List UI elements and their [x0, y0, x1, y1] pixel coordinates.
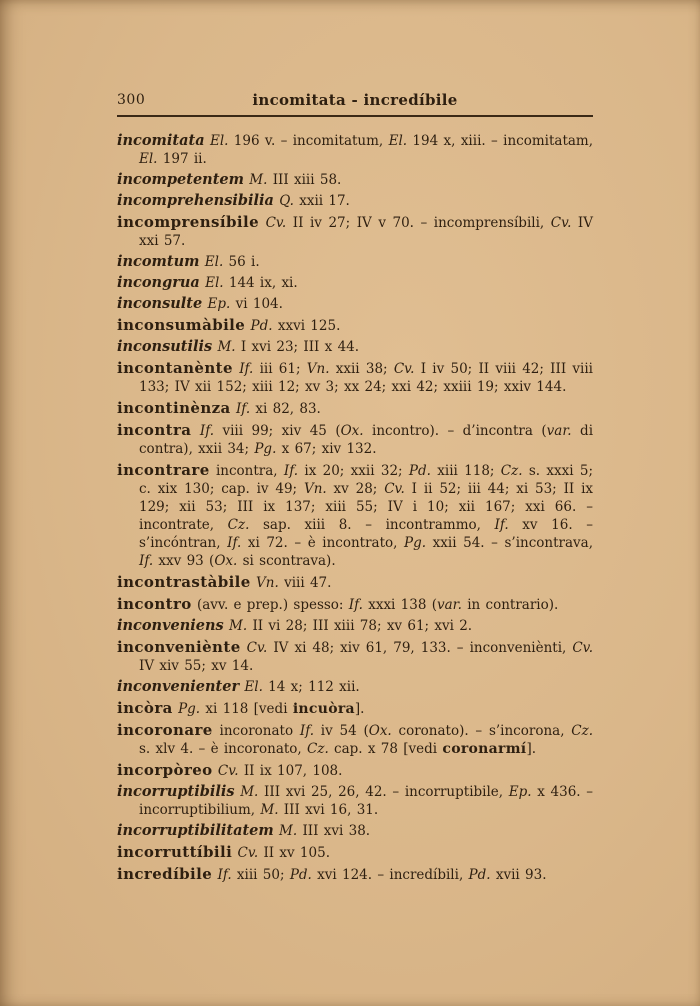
- work-abbreviation: Vn.: [306, 361, 330, 377]
- entry-text: xi 118 [vedi: [200, 701, 293, 717]
- headword: inconvenienter: [117, 678, 240, 695]
- entry-text: IV xxi 57.: [139, 215, 594, 249]
- entry-text: 56 i.: [223, 254, 260, 270]
- entry-text: (avv. e prep.) spesso:: [191, 597, 349, 613]
- entry-text: [191, 423, 199, 439]
- work-abbreviation: If.: [299, 723, 315, 739]
- entry: [117, 213, 593, 250]
- entry-text: xxxi 138 (: [362, 597, 437, 613]
- entry-text: vi 104.: [230, 296, 283, 312]
- entry-text: incuòra: [292, 701, 355, 717]
- work-abbreviation: If.: [239, 361, 254, 377]
- entry-text: xxii 17.: [293, 193, 350, 209]
- headword: incontrare: [117, 461, 210, 479]
- headword: incomprehensibilia: [117, 192, 274, 209]
- work-abbreviation: If.: [283, 463, 299, 479]
- entry-text: xi 82, 83.: [250, 401, 321, 417]
- entry-text: xvi 124. – incredíbili,: [311, 867, 469, 883]
- entry-text: viii 99; xiv 45 (: [214, 423, 341, 439]
- work-abbreviation: If.: [227, 535, 242, 551]
- headword: incorpòreo: [117, 761, 213, 779]
- headword: incorruptibilitatem: [117, 822, 274, 839]
- entry-text: II xv 105.: [258, 845, 330, 861]
- header-rule: [117, 115, 593, 117]
- entry-text: I iv 50; II viii 42; III viii 133; IV xii 152; xiii 12; xv 3; xx 24; xxi 42; xxiii 19; xxiv 144.: [139, 361, 593, 395]
- work-abbreviation: Pg.: [254, 441, 277, 457]
- headword: incontro: [117, 595, 192, 613]
- work-abbreviation: Vn.: [256, 575, 279, 591]
- entry-text: xiii 50;: [231, 867, 290, 883]
- entry-text: viii 47.: [278, 575, 332, 591]
- entry: [117, 399, 593, 418]
- entry-text: III xvi 25, 26, 42. – incorruptibile,: [258, 784, 509, 800]
- work-abbreviation: El.: [388, 133, 408, 149]
- work-abbreviation: Q.: [279, 193, 294, 209]
- headword: incontanènte: [117, 359, 233, 377]
- work-abbreviation: Cz.: [571, 723, 593, 739]
- entry-text: IV xiv 55; xv 14.: [139, 658, 254, 674]
- entry: [117, 783, 593, 819]
- entry-text: coronato). – s’incorona,: [391, 723, 572, 739]
- work-abbreviation: Ox.: [368, 723, 392, 739]
- headword: incòra: [117, 699, 173, 717]
- work-abbreviation: Pd.: [250, 318, 273, 334]
- work-abbreviation: If.: [199, 423, 215, 439]
- work-abbreviation: Pd.: [289, 867, 312, 883]
- entry-text: II iv 27; IV v 70. – incomprensíbili,: [286, 215, 551, 231]
- headword: incorruptibilis: [117, 783, 235, 800]
- entry-text: I xvi 23; III x 44.: [235, 339, 360, 355]
- work-abbreviation: M.: [279, 823, 298, 839]
- work-abbreviation: Pg.: [178, 701, 201, 717]
- page-content: [117, 90, 593, 887]
- work-abbreviation: Vn.: [303, 481, 327, 497]
- entry: [117, 595, 593, 614]
- entry: [117, 461, 593, 570]
- work-abbreviation: var.: [437, 597, 462, 613]
- work-abbreviation: Pg.: [404, 535, 427, 551]
- entry-text: di contra), xxii 34;: [139, 423, 594, 457]
- work-abbreviation: Cv.: [217, 763, 239, 779]
- work-abbreviation: Cv.: [265, 215, 287, 231]
- headword: inconsumàbile: [117, 316, 246, 334]
- headword: incomtum: [117, 253, 200, 270]
- entry: [117, 822, 593, 840]
- entry: [117, 573, 593, 592]
- entry-text: xxii 38;: [329, 361, 394, 377]
- entry: [117, 316, 593, 335]
- entry-text: ].: [526, 741, 536, 757]
- entry: [117, 253, 593, 271]
- page-header: [117, 90, 593, 112]
- work-abbreviation: var.: [546, 423, 572, 439]
- entry-text: x 67; xiv 132.: [276, 441, 377, 457]
- work-abbreviation: El.: [205, 275, 224, 291]
- entry-text: x 436. – incorruptibilium,: [139, 784, 594, 818]
- work-abbreviation: El.: [209, 133, 229, 149]
- running-title: incomitata - incredíbile: [252, 91, 458, 109]
- work-abbreviation: Cz.: [500, 463, 523, 479]
- work-abbreviation: El.: [244, 679, 263, 695]
- work-abbreviation: If.: [348, 597, 363, 613]
- entry-text: 197 ii.: [157, 151, 207, 167]
- work-abbreviation: Pd.: [468, 867, 491, 883]
- headword: incomitata: [117, 132, 205, 149]
- entry-text: 196 v. – incomitatum,: [228, 133, 389, 149]
- entry: [117, 678, 593, 696]
- headword: incontra: [117, 421, 192, 439]
- headword: inconveniènte: [117, 638, 241, 656]
- headword: incorruttíbili: [117, 843, 233, 861]
- work-abbreviation: Cz.: [227, 517, 250, 533]
- entry: [117, 617, 593, 635]
- work-abbreviation: Cv.: [384, 481, 405, 497]
- entry-text: xxii 54. – s’incontrava,: [426, 535, 593, 551]
- entry-text: xxvi 125.: [272, 318, 341, 334]
- entry-text: III xiii 58.: [267, 172, 342, 188]
- entry-text: incontro). – d’incontra (: [363, 423, 547, 439]
- entry: [117, 132, 593, 168]
- work-abbreviation: Ox.: [340, 423, 364, 439]
- work-abbreviation: M.: [217, 339, 236, 355]
- work-abbreviation: Cv.: [237, 845, 259, 861]
- entry-text: III xvi 16, 31.: [278, 802, 379, 818]
- entry: [117, 843, 593, 862]
- headword: inconsulte: [117, 295, 203, 312]
- entry-text: incoronato: [212, 723, 300, 739]
- entry-text: IV xi 48; xiv 61, 79, 133. – inconveniènti,: [267, 640, 573, 656]
- entry-text: I ii 52; iii 44; xi 53; II ix 129; xii 53; III ix 137; xiii 55; IV i 10; xii 167; xxi 66. – incontrate,: [139, 481, 593, 533]
- work-abbreviation: El.: [139, 151, 158, 167]
- entry: [117, 359, 593, 396]
- work-abbreviation: M.: [240, 784, 259, 800]
- work-abbreviation: M.: [260, 802, 279, 818]
- entry: [117, 699, 593, 718]
- work-abbreviation: If.: [139, 553, 154, 569]
- headword: inconsutilis: [117, 338, 213, 355]
- work-abbreviation: Cv.: [550, 215, 572, 231]
- entry-text: si scontrava).: [237, 553, 336, 569]
- entry-text: 144 ix, xi.: [223, 275, 298, 291]
- work-abbreviation: Ep.: [508, 784, 532, 800]
- entry-text: cap. x 78 [vedi: [328, 741, 443, 757]
- entry-text: in contrario).: [461, 597, 559, 613]
- entry-text: II ix 107, 108.: [238, 763, 343, 779]
- work-abbreviation: Ox.: [214, 553, 238, 569]
- entry-text: s. xxxi 5; c. xix 130; cap. iv 49;: [139, 463, 594, 497]
- entry: [117, 421, 593, 458]
- entry-text: 14 x; 112 xii.: [262, 679, 360, 695]
- entry-text: sap. xiii 8. – incontrammo,: [249, 517, 495, 533]
- entry-text: xv 28;: [326, 481, 385, 497]
- work-abbreviation: Cv.: [393, 361, 415, 377]
- headword: incongrua: [117, 274, 200, 291]
- entry: [117, 274, 593, 292]
- entry: [117, 638, 593, 675]
- entry-text: iii 61;: [253, 361, 307, 377]
- headword: incoronare: [117, 721, 213, 739]
- work-abbreviation: Pd.: [408, 463, 431, 479]
- entry-text: incontra,: [209, 463, 284, 479]
- entry-text: xv 16. – s’incóntran,: [139, 517, 593, 551]
- work-abbreviation: Cv.: [246, 640, 268, 656]
- entry: [117, 761, 593, 780]
- entry-text: III xvi 38.: [297, 823, 371, 839]
- entry: [117, 295, 593, 313]
- entry-text: ].: [354, 701, 365, 717]
- work-abbreviation: If.: [217, 867, 232, 883]
- work-abbreviation: M.: [249, 172, 268, 188]
- work-abbreviation: El.: [204, 254, 224, 270]
- work-abbreviation: Cv.: [572, 640, 593, 656]
- entry: [117, 338, 593, 356]
- entry: [117, 192, 593, 210]
- headword: incompetentem: [117, 171, 244, 188]
- entry-text: xi 72. – è incontrato,: [241, 535, 405, 551]
- headword: incontrastàbile: [117, 573, 251, 591]
- entries: [117, 132, 593, 884]
- headword: incontinènza: [117, 399, 231, 417]
- entry-text: 194 x, xiii. – incomitatam,: [407, 133, 594, 149]
- entry-text: xxv 93 (: [153, 553, 215, 569]
- work-abbreviation: Ep.: [207, 296, 231, 312]
- entry-text: xiii 118;: [430, 463, 501, 479]
- entry: [117, 171, 593, 189]
- entry-text: ix 20; xxii 32;: [298, 463, 409, 479]
- work-abbreviation: If.: [235, 401, 251, 417]
- headword: incredíbile: [117, 865, 213, 883]
- entry-text: II vi 28; III xiii 78; xv 61; xvi 2.: [247, 618, 473, 634]
- entry-text: s. xlv 4. – è incoronato,: [139, 741, 308, 757]
- page-number: 300: [117, 92, 146, 108]
- work-abbreviation: If.: [494, 517, 509, 533]
- entry-text: iv 54 (: [314, 723, 369, 739]
- entry: [117, 721, 593, 758]
- work-abbreviation: Cz.: [307, 741, 329, 757]
- headword: inconveniens: [117, 617, 224, 634]
- headword: incomprensíbile: [117, 213, 260, 231]
- entry-text: coronarmí: [442, 741, 527, 757]
- entry: [117, 865, 593, 884]
- entry-text: xvii 93.: [490, 867, 547, 883]
- work-abbreviation: M.: [229, 618, 248, 634]
